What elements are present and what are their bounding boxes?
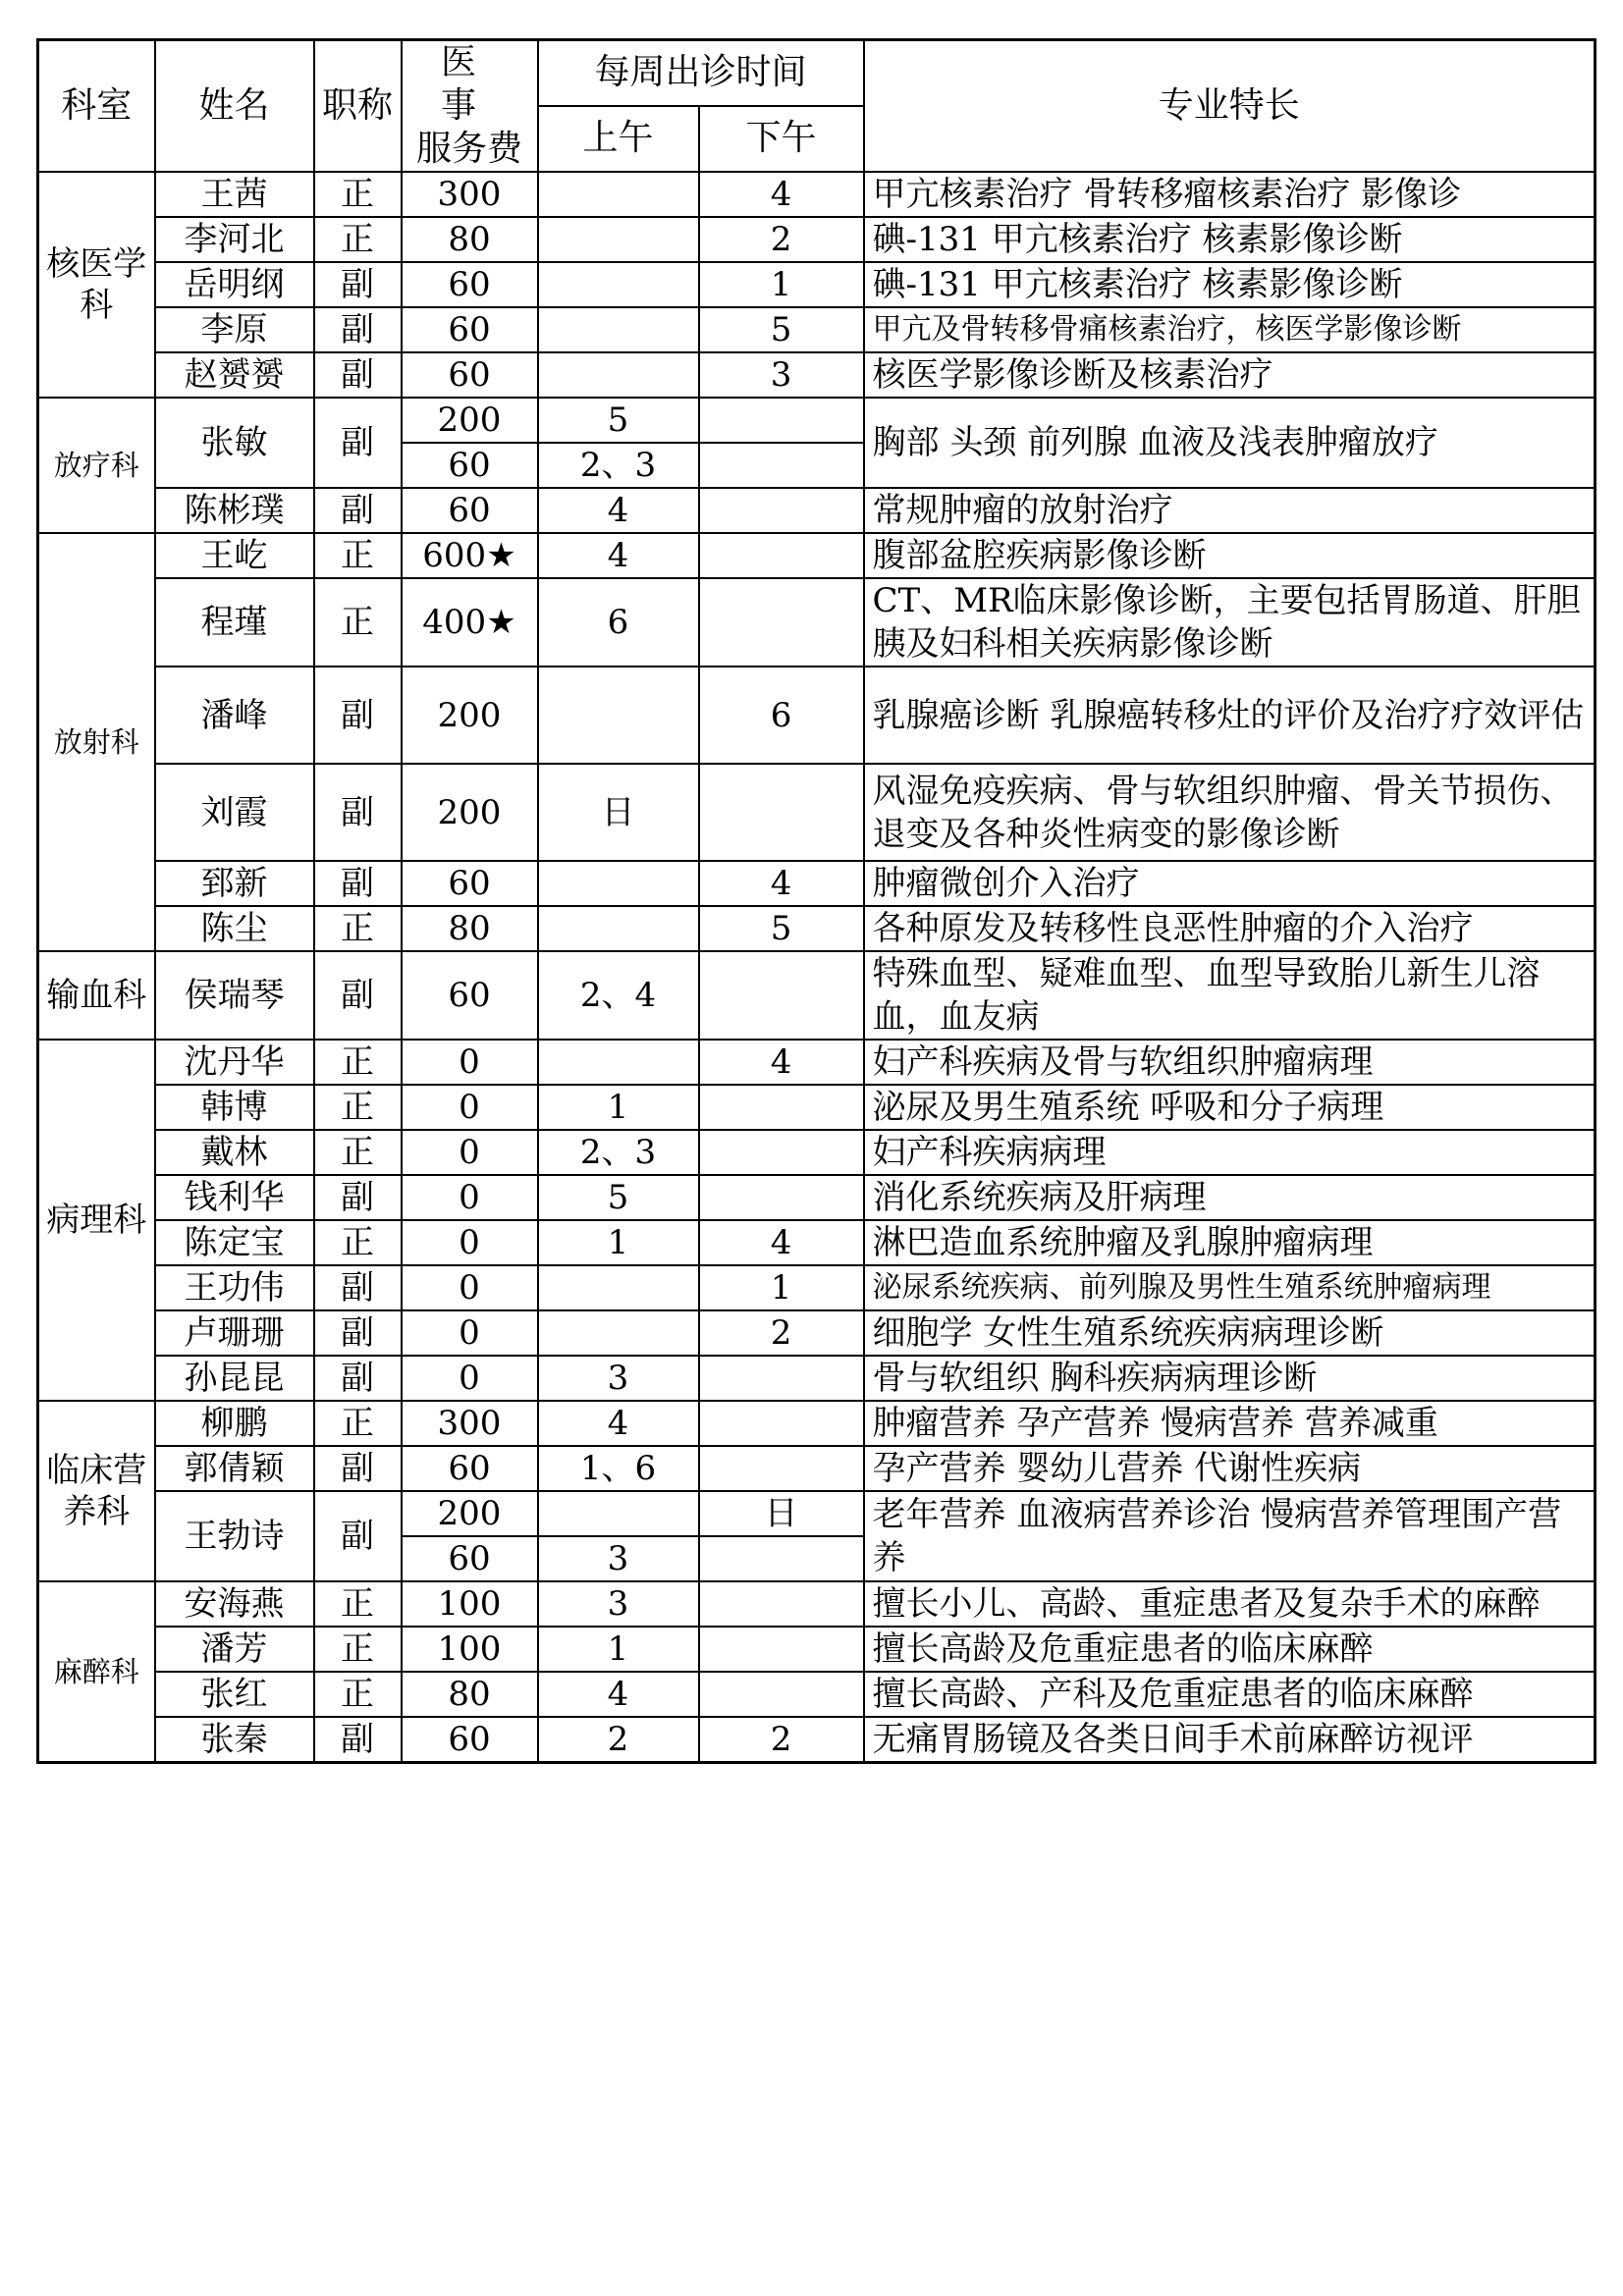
doctor-title: 正 (314, 1672, 402, 1717)
doctor-title: 副 (314, 352, 402, 398)
doctor-title: 副 (314, 1446, 402, 1491)
specialty: 泌尿系统疾病、前列腺及男性生殖系统肿瘤病理 (864, 1265, 1596, 1310)
doctor-name: 程瑾 (155, 578, 314, 667)
specialty: 风湿免疫疾病、骨与软组织肿瘤、骨关节损伤、退变及各种炎性病变的影像诊断 (864, 764, 1596, 861)
specialty: 甲亢及骨转移骨痛核素治疗，核医学影像诊断 (864, 307, 1596, 352)
morning-clinic: 2、3 (538, 443, 699, 488)
doctor-name: 李河北 (155, 217, 314, 262)
doctor-title: 正 (314, 1085, 402, 1130)
service-fee: 0 (402, 1130, 538, 1175)
morning-clinic: 3 (538, 1536, 699, 1581)
afternoon-clinic (699, 1672, 864, 1717)
afternoon-clinic (699, 1130, 864, 1175)
morning-clinic: 1 (538, 1085, 699, 1130)
service-fee: 60 (402, 307, 538, 352)
table-row (38, 1310, 1596, 1356)
specialty: 碘-131 甲亢核素治疗 核素影像诊断 (864, 262, 1596, 307)
table-row (38, 1220, 1596, 1265)
afternoon-clinic (699, 1356, 864, 1401)
specialty: 肿瘤营养 孕产营养 慢病营养 营养减重 (864, 1401, 1596, 1446)
specialty: 核医学影像诊断及核素治疗 (864, 352, 1596, 398)
morning-clinic: 1、6 (538, 1446, 699, 1491)
table-row (38, 1401, 1596, 1446)
doctor-title: 副 (314, 1717, 402, 1763)
morning-clinic: 2 (538, 1717, 699, 1763)
doctor-title: 正 (314, 1401, 402, 1446)
morning-clinic: 3 (538, 1356, 699, 1401)
doctor-title: 正 (314, 533, 402, 578)
service-fee: 60 (402, 443, 538, 488)
department-cell: 核医学科 (38, 172, 155, 398)
doctor-name: 卢珊珊 (155, 1310, 314, 1356)
morning-clinic: 1 (538, 1220, 699, 1265)
doctor-name: 王勃诗 (155, 1491, 314, 1581)
doctor-name: 戴林 (155, 1130, 314, 1175)
table-row (38, 667, 1596, 764)
table-row (38, 1175, 1596, 1220)
table-row (38, 217, 1596, 262)
doctor-name: 张红 (155, 1672, 314, 1717)
afternoon-clinic (699, 1446, 864, 1491)
table-row (38, 533, 1596, 578)
doctor-title: 正 (314, 1130, 402, 1175)
doctor-name: 岳明纲 (155, 262, 314, 307)
morning-clinic (538, 667, 699, 764)
specialty: 碘-131 甲亢核素治疗 核素影像诊断 (864, 217, 1596, 262)
morning-clinic: 6 (538, 578, 699, 667)
header-title: 职称 (314, 40, 402, 173)
table-row (38, 262, 1596, 307)
doctor-title: 副 (314, 398, 402, 488)
morning-clinic: 日 (538, 764, 699, 861)
afternoon-clinic (699, 1175, 864, 1220)
table-row (38, 1085, 1596, 1130)
table-row (38, 861, 1596, 906)
doctor-name: 韩博 (155, 1085, 314, 1130)
afternoon-clinic (699, 1085, 864, 1130)
doctor-title: 副 (314, 861, 402, 906)
service-fee: 80 (402, 906, 538, 951)
table-row (38, 1672, 1596, 1717)
morning-clinic: 4 (538, 488, 699, 533)
doctor-name: 钱利华 (155, 1175, 314, 1220)
doctor-title: 正 (314, 1220, 402, 1265)
afternoon-clinic (699, 1536, 864, 1581)
table-row (38, 1627, 1596, 1672)
doctor-name: 赵赟赟 (155, 352, 314, 398)
afternoon-clinic (699, 533, 864, 578)
header-fee-line2: 服务费 (415, 129, 522, 169)
doctor-name: 安海燕 (155, 1581, 314, 1627)
specialty: 肿瘤微创介入治疗 (864, 861, 1596, 906)
service-fee: 100 (402, 1581, 538, 1627)
doctor-title: 副 (314, 1356, 402, 1401)
table-row (38, 1356, 1596, 1401)
afternoon-clinic: 2 (699, 1717, 864, 1763)
doctor-name: 李原 (155, 307, 314, 352)
specialty: 泌尿及男生殖系统 呼吸和分子病理 (864, 1085, 1596, 1130)
service-fee: 300 (402, 172, 538, 217)
morning-clinic: 5 (538, 1175, 699, 1220)
header-afternoon: 下午 (699, 106, 864, 172)
afternoon-clinic: 1 (699, 1265, 864, 1310)
doctor-name: 柳鹏 (155, 1401, 314, 1446)
morning-clinic (538, 262, 699, 307)
morning-clinic: 5 (538, 398, 699, 443)
specialty: 老年营养 血液病营养诊治 慢病营养管理围产营养 (864, 1491, 1596, 1581)
specialty: 细胞学 女性生殖系统疾病病理诊断 (864, 1310, 1596, 1356)
doctor-title: 副 (314, 1491, 402, 1581)
afternoon-clinic: 2 (699, 1310, 864, 1356)
specialty: 胸部 头颈 前列腺 血液及浅表肿瘤放疗 (864, 398, 1596, 488)
specialty: 甲亢核素治疗 骨转移瘤核素治疗 影像诊 (864, 172, 1596, 217)
specialty: 骨与软组织 胸科疾病病理诊断 (864, 1356, 1596, 1401)
specialty: 无痛胃肠镜及各类日间手术前麻醉访视评 (864, 1717, 1596, 1763)
afternoon-clinic (699, 764, 864, 861)
service-fee: 0 (402, 1085, 538, 1130)
morning-clinic (538, 172, 699, 217)
doctor-title: 正 (314, 1040, 402, 1085)
header-schedule: 每周出诊时间 (538, 40, 864, 106)
doctor-name: 王功伟 (155, 1265, 314, 1310)
department-cell: 输血科 (38, 951, 155, 1040)
afternoon-clinic (699, 1401, 864, 1446)
table-row (38, 1581, 1596, 1627)
doctor-title: 副 (314, 1265, 402, 1310)
morning-clinic: 2、3 (538, 1130, 699, 1175)
doctor-title: 副 (314, 307, 402, 352)
afternoon-clinic (699, 488, 864, 533)
department-cell: 临床营养科 (38, 1401, 155, 1581)
service-fee: 0 (402, 1040, 538, 1085)
doctor-title: 正 (314, 1581, 402, 1627)
morning-clinic (538, 1491, 699, 1536)
afternoon-clinic: 5 (699, 906, 864, 951)
doctor-title: 副 (314, 1310, 402, 1356)
afternoon-clinic: 6 (699, 667, 864, 764)
morning-clinic: 4 (538, 1672, 699, 1717)
doctor-name: 陈定宝 (155, 1220, 314, 1265)
specialty: 擅长高龄、产科及危重症患者的临床麻醉 (864, 1672, 1596, 1717)
specialty: 各种原发及转移性良恶性肿瘤的介入治疗 (864, 906, 1596, 951)
department-cell: 病理科 (38, 1040, 155, 1401)
service-fee: 60 (402, 861, 538, 906)
header-fee-line1: 医 事 (440, 42, 498, 126)
morning-clinic (538, 906, 699, 951)
morning-clinic (538, 1040, 699, 1085)
service-fee: 0 (402, 1310, 538, 1356)
afternoon-clinic: 4 (699, 1220, 864, 1265)
table-row (38, 172, 1596, 217)
specialty: 淋巴造血系统肿瘤及乳腺肿瘤病理 (864, 1220, 1596, 1265)
specialty: 擅长高龄及危重症患者的临床麻醉 (864, 1627, 1596, 1672)
header-name: 姓名 (155, 40, 314, 173)
doctor-title: 副 (314, 764, 402, 861)
specialty: 妇产科疾病病理 (864, 1130, 1596, 1175)
specialty: 擅长小儿、高龄、重症患者及复杂手术的麻醉 (864, 1581, 1596, 1627)
morning-clinic (538, 1310, 699, 1356)
doctor-name: 郭倩颖 (155, 1446, 314, 1491)
service-fee: 60 (402, 951, 538, 1040)
doctor-name: 潘芳 (155, 1627, 314, 1672)
department-cell: 放疗科 (38, 398, 155, 533)
service-fee: 0 (402, 1356, 538, 1401)
morning-clinic (538, 861, 699, 906)
doctor-name: 侯瑞琴 (155, 951, 314, 1040)
service-fee: 80 (402, 1672, 538, 1717)
doctor-title: 正 (314, 578, 402, 667)
department-cell: 放射科 (38, 533, 155, 951)
service-fee: 200 (402, 764, 538, 861)
table-row (38, 1265, 1596, 1310)
table-row (38, 764, 1596, 861)
table-row (38, 1491, 1596, 1536)
specialty: 常规肿瘤的放射治疗 (864, 488, 1596, 533)
header-morning: 上午 (538, 106, 699, 172)
service-fee: 100 (402, 1627, 538, 1672)
doctor-name: 王茜 (155, 172, 314, 217)
header-specialty: 专业特长 (864, 40, 1596, 173)
afternoon-clinic: 4 (699, 1040, 864, 1085)
doctor-title: 副 (314, 667, 402, 764)
table-row (38, 1446, 1596, 1491)
header-row (38, 40, 1596, 106)
morning-clinic (538, 1265, 699, 1310)
specialty: 消化系统疾病及肝病理 (864, 1175, 1596, 1220)
service-fee: 60 (402, 488, 538, 533)
service-fee: 200 (402, 1491, 538, 1536)
doctor-title: 正 (314, 172, 402, 217)
table-row (38, 906, 1596, 951)
specialty: 孕产营养 婴幼儿营养 代谢性疾病 (864, 1446, 1596, 1491)
service-fee: 0 (402, 1220, 538, 1265)
afternoon-clinic: 5 (699, 307, 864, 352)
afternoon-clinic (699, 1581, 864, 1627)
afternoon-clinic (699, 578, 864, 667)
doctor-title: 副 (314, 951, 402, 1040)
doctor-title: 正 (314, 906, 402, 951)
doctor-name: 郅新 (155, 861, 314, 906)
doctor-name: 陈彬璞 (155, 488, 314, 533)
doctor-name: 陈尘 (155, 906, 314, 951)
table-row (38, 352, 1596, 398)
doctor-title: 副 (314, 488, 402, 533)
specialty: 乳腺癌诊断 乳腺癌转移灶的评价及治疗疗效评估 (864, 667, 1596, 764)
table-row (38, 578, 1596, 667)
service-fee: 300 (402, 1401, 538, 1446)
specialty: 妇产科疾病及骨与软组织肿瘤病理 (864, 1040, 1596, 1085)
table-row (38, 488, 1596, 533)
morning-clinic: 4 (538, 1401, 699, 1446)
doctor-title: 正 (314, 1627, 402, 1672)
afternoon-clinic: 日 (699, 1491, 864, 1536)
doctor-name: 张秦 (155, 1717, 314, 1763)
afternoon-clinic (699, 443, 864, 488)
morning-clinic: 2、4 (538, 951, 699, 1040)
table-row (38, 1717, 1596, 1763)
header-department: 科室 (38, 40, 155, 173)
table-row (38, 307, 1596, 352)
service-fee: 80 (402, 217, 538, 262)
specialty: 特殊血型、疑难血型、血型导致胎儿新生儿溶血，血友病 (864, 951, 1596, 1040)
doctor-title: 副 (314, 1175, 402, 1220)
morning-clinic: 1 (538, 1627, 699, 1672)
service-fee: 400★ (402, 578, 538, 667)
afternoon-clinic: 2 (699, 217, 864, 262)
department-cell: 麻醉科 (38, 1581, 155, 1763)
service-fee: 60 (402, 1717, 538, 1763)
header-fee (402, 40, 538, 173)
doctor-name: 潘峰 (155, 667, 314, 764)
service-fee: 60 (402, 1446, 538, 1491)
morning-clinic (538, 352, 699, 398)
table-row (38, 1040, 1596, 1085)
afternoon-clinic (699, 398, 864, 443)
table-row (38, 1130, 1596, 1175)
doctor-name: 孙昆昆 (155, 1356, 314, 1401)
doctor-title: 正 (314, 217, 402, 262)
service-fee: 60 (402, 352, 538, 398)
service-fee: 0 (402, 1265, 538, 1310)
service-fee: 600★ (402, 533, 538, 578)
doctor-name: 张敏 (155, 398, 314, 488)
doctor-title: 副 (314, 262, 402, 307)
morning-clinic: 3 (538, 1581, 699, 1627)
afternoon-clinic: 4 (699, 861, 864, 906)
morning-clinic: 4 (538, 533, 699, 578)
service-fee: 200 (402, 398, 538, 443)
service-fee: 60 (402, 1536, 538, 1581)
specialty: CT、MR临床影像诊断，主要包括胃肠道、肝胆胰及妇科相关疾病影像诊断 (864, 578, 1596, 667)
morning-clinic (538, 217, 699, 262)
afternoon-clinic: 1 (699, 262, 864, 307)
service-fee: 60 (402, 262, 538, 307)
table-row (38, 398, 1596, 443)
afternoon-clinic: 4 (699, 172, 864, 217)
doctor-name: 刘霞 (155, 764, 314, 861)
doctor-schedule-table (36, 38, 1596, 1764)
doctor-name: 沈丹华 (155, 1040, 314, 1085)
afternoon-clinic: 3 (699, 352, 864, 398)
specialty: 腹部盆腔疾病影像诊断 (864, 533, 1596, 578)
service-fee: 200 (402, 667, 538, 764)
afternoon-clinic (699, 951, 864, 1040)
doctor-name: 王屹 (155, 533, 314, 578)
table-row (38, 951, 1596, 1040)
morning-clinic (538, 307, 699, 352)
service-fee: 0 (402, 1175, 538, 1220)
afternoon-clinic (699, 1627, 864, 1672)
